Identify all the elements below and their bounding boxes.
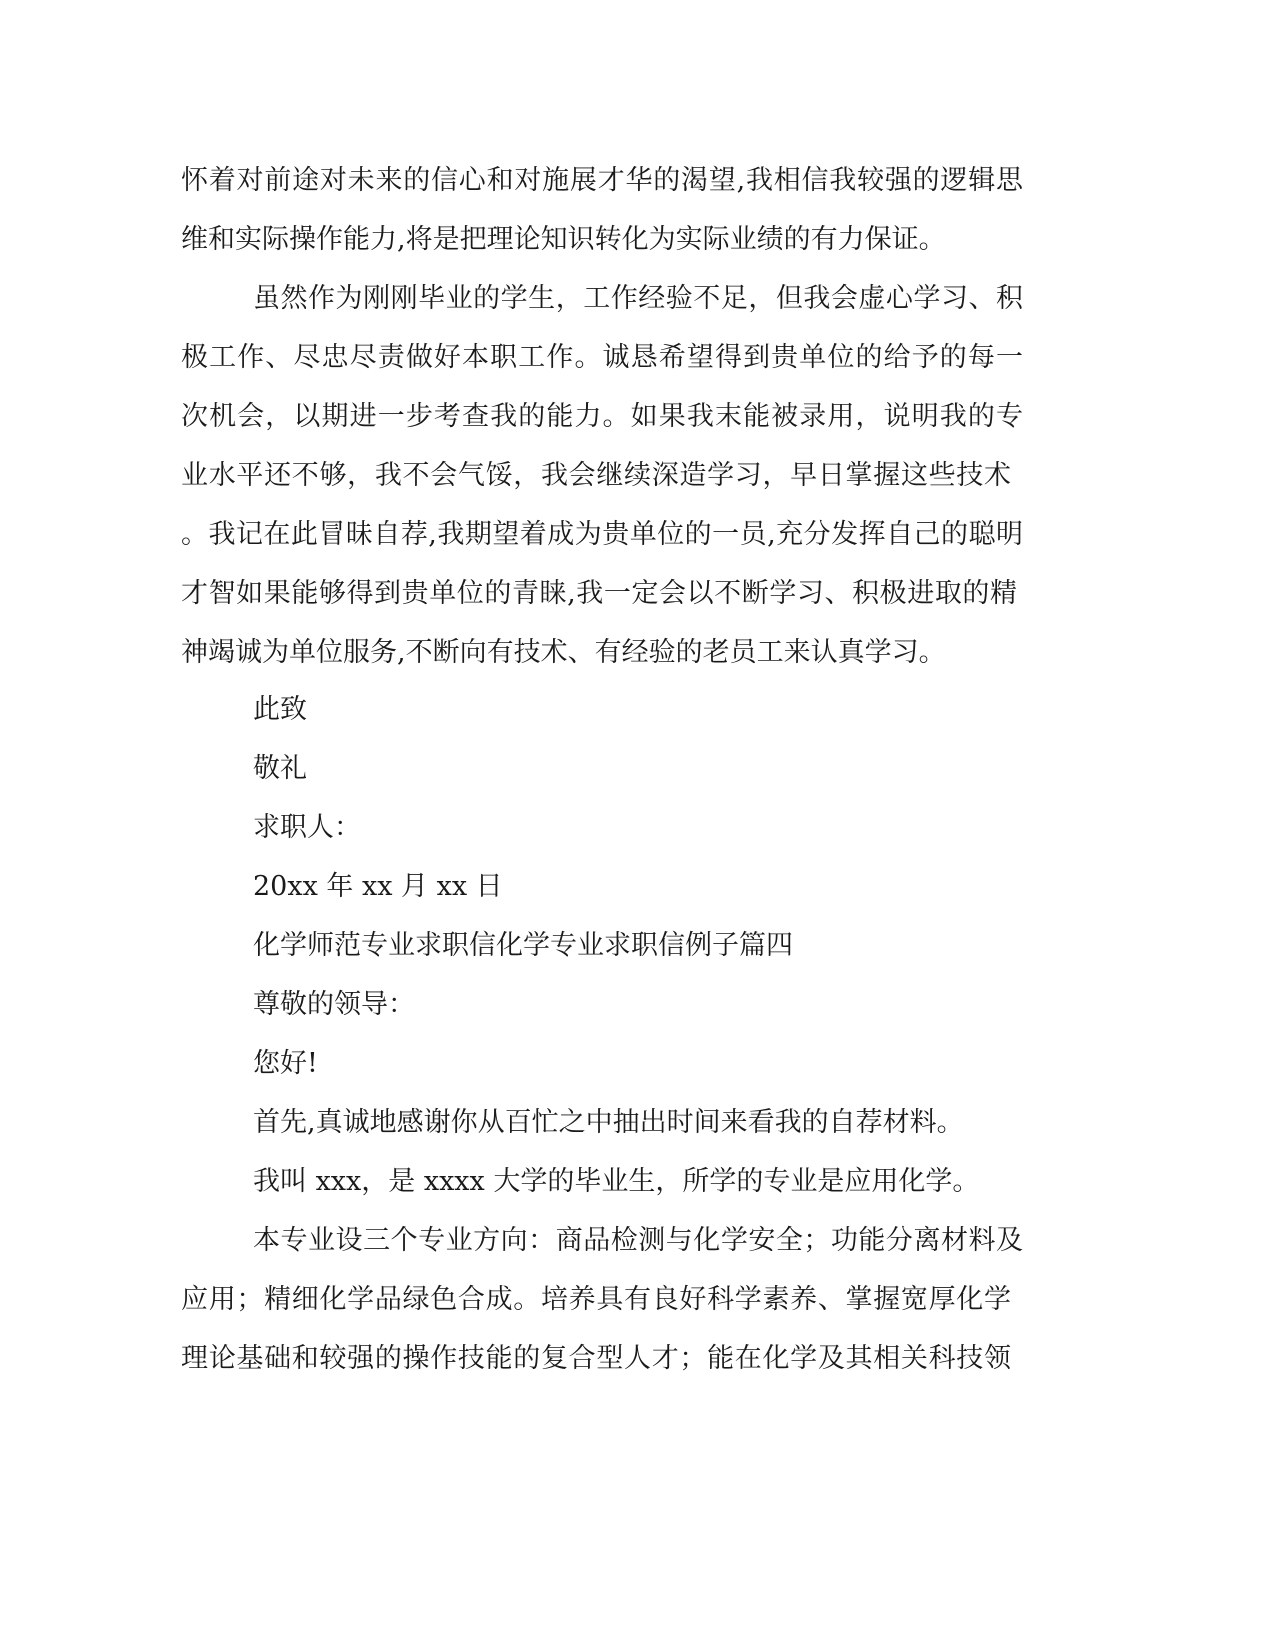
paragraph-2-line-2: 极工作、尽忠尽责做好本职工作。诚恳希望得到贵单位的给予的每一 [181, 342, 1023, 373]
paragraph-2-line-3: 次机会，以期进一步考查我的能力。如果我末能被录用，说明我的专 [181, 401, 1023, 432]
paragraph-1-line-2: 维和实际操作能力,将是把理论知识转化为实际业绩的有力保证。 [181, 224, 946, 255]
paragraph-5-line-2: 应用；精细化学品绿色合成。培养具有良好科学素养、掌握宽厚化学 [181, 1284, 1011, 1315]
closing-jingli: 敬礼 [253, 753, 307, 784]
greeting: 您好! [253, 1048, 318, 1079]
paragraph-2-line-5: 。我记在此冒昧自荐,我期望着成为贵单位的一员,充分发挥自己的聪明 [181, 519, 1023, 550]
paragraph-2-line-4: 业水平还不够，我不会气馁，我会继续深造学习，早日掌握这些技术 [181, 460, 1011, 491]
paragraph-2-line-7: 神竭诚为单位服务,不断向有技术、有经验的老员工来认真学习。 [181, 637, 946, 668]
closing-cizhi: 此致 [253, 694, 307, 725]
paragraph-4: 我叫 xxx，是 xxxx 大学的毕业生，所学的专业是应用化学。 [253, 1166, 980, 1197]
applicant-label: 求职人： [253, 812, 361, 843]
paragraph-5-line-1: 本专业设三个专业方向：商品检测与化学安全；功能分离材料及 [253, 1225, 1023, 1256]
section-title: 化学师范专业求职信化学专业求职信例子篇四 [253, 930, 793, 961]
paragraph-2-line-1: 虽然作为刚刚毕业的学生，工作经验不足，但我会虚心学习、积 [253, 283, 1023, 314]
salutation: 尊敬的领导： [253, 989, 415, 1020]
paragraph-2-line-6: 才智如果能够得到贵单位的青睐,我一定会以不断学习、积极进取的精 [181, 578, 1017, 609]
paragraph-1-line-1: 怀着对前途对未来的信心和对施展才华的渴望,我相信我较强的逻辑思 [181, 165, 1023, 196]
letter-date: 20xx 年 xx 月 xx 日 [253, 871, 503, 902]
paragraph-3: 首先,真诚地感谢你从百忙之中抽出时间来看我的自荐材料。 [253, 1107, 964, 1138]
paragraph-5-line-3: 理论基础和较强的操作技能的复合型人才；能在化学及其相关科技领 [181, 1343, 1011, 1374]
